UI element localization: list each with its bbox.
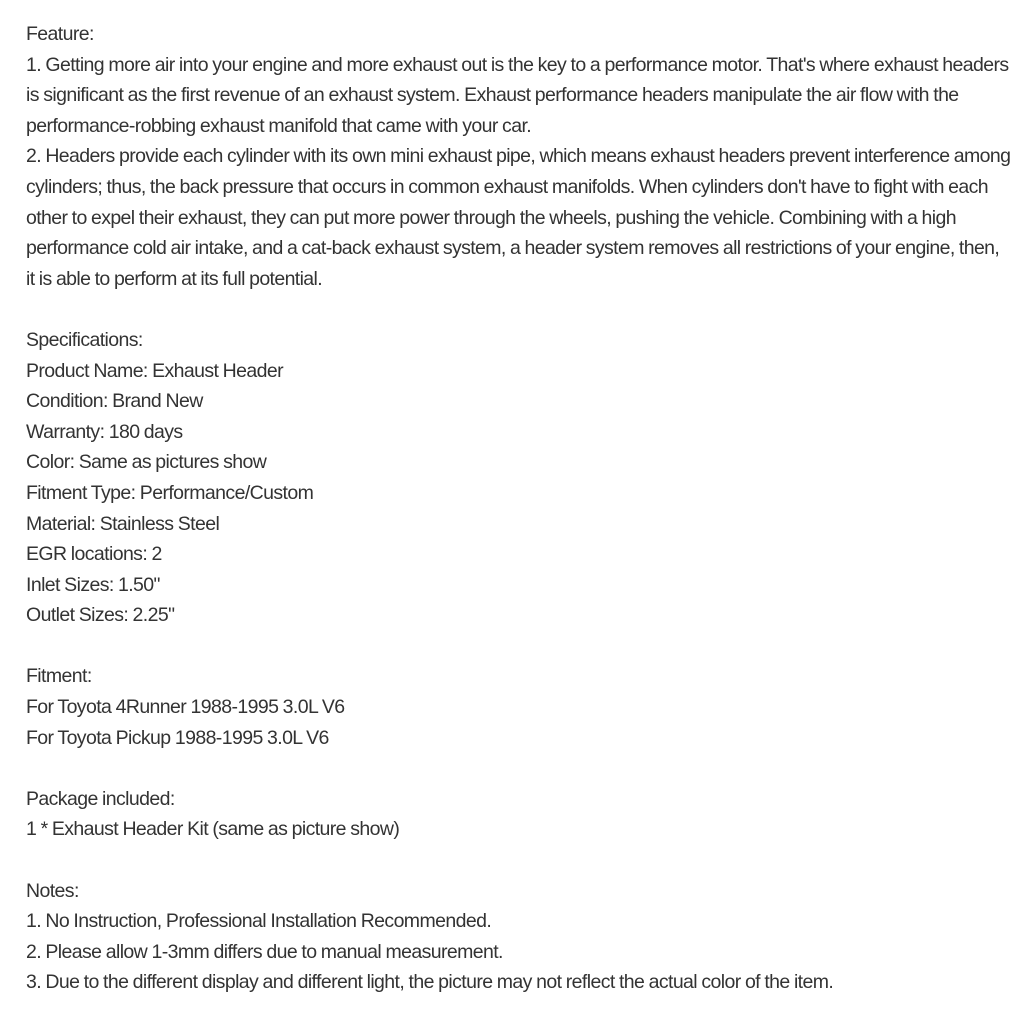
spec-product-name: Product Name: Exhaust Header [26, 359, 284, 382]
feature-section [26, 19, 1011, 294]
note-item-3: 3. Due to the different display and different light, the picture may not reflect the actual color of the item. [26, 971, 834, 994]
notes-section [26, 876, 1011, 998]
spec-outlet-sizes: Outlet Sizes: 2.25" [26, 604, 175, 627]
section-spacer [26, 753, 1011, 784]
product-description [26, 19, 1011, 998]
specifications-section [26, 325, 1011, 631]
fitment-item-pickup: For Toyota Pickup 1988-1995 3.0L V6 [26, 726, 329, 749]
section-spacer [26, 845, 1011, 876]
note-item-1: 1. No Instruction, Professional Installation Recommended. [26, 910, 492, 933]
fitment-item-4runner: For Toyota 4Runner 1988-1995 3.0L V6 [26, 696, 345, 719]
spec-egr-locations: EGR locations: 2 [26, 543, 162, 566]
spec-fitment-type: Fitment Type: Performance/Custom [26, 481, 314, 504]
feature-item-1: 1. Getting more air into your engine and more exhaust out is the key to a performance motor. That's where exhaust headers is significant as the first revenue of an exhaust system. Exhaust performance headers manipulate the air flow with the performance-robbing exhaust manifold that came with your car. [26, 53, 1009, 137]
feature-item-2: 2. Headers provide each cylinder with its own mini exhaust pipe, which means exhaust headers prevent interference among cylinders; thus, the back pressure that occurs in common exhaust manifolds. When cylinders don't have to fight with each other to expel their exhaust, they can put more power through the wheels, pushing the vehicle. Combining with a high performance cold air intake, and a cat-back exhaust system, a header system removes all restrictions of your engine, then, it is able to perform at its full potential. [26, 145, 1011, 290]
spec-inlet-sizes: Inlet Sizes: 1.50" [26, 573, 160, 596]
note-item-2: 2. Please allow 1-3mm differs due to manual measurement. [26, 940, 503, 963]
spec-color: Color: Same as pictures show [26, 451, 267, 474]
fitment-section [26, 661, 1011, 753]
fitment-heading: Fitment: [26, 665, 92, 688]
section-spacer [26, 631, 1011, 662]
section-spacer [26, 294, 1011, 325]
package-section [26, 784, 1011, 845]
specifications-heading: Specifications: [26, 328, 143, 351]
spec-condition: Condition: Brand New [26, 390, 203, 413]
package-heading: Package included: [26, 787, 175, 810]
spec-warranty: Warranty: 180 days [26, 420, 183, 443]
feature-heading: Feature: [26, 23, 94, 45]
spec-material: Material: Stainless Steel [26, 512, 220, 535]
notes-heading: Notes: [26, 879, 79, 902]
package-item: 1 * Exhaust Header Kit (same as picture show) [26, 818, 400, 841]
